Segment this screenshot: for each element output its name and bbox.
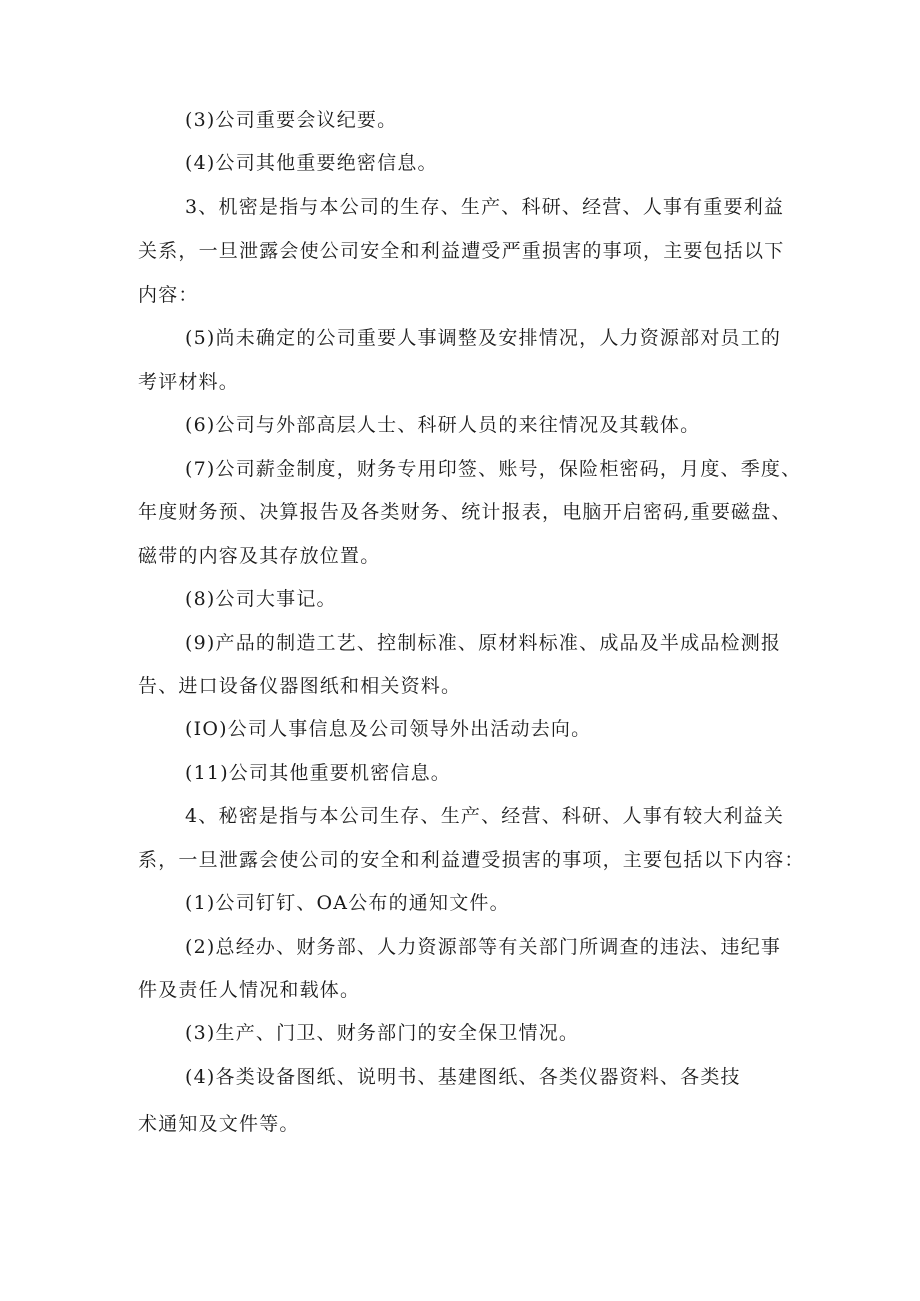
item-5-continuation: 考评材料。 — [138, 371, 240, 393]
item-1-notices: (1)公司钉钉、OA公布的通知文件。 — [185, 892, 510, 914]
item-3-meeting-minutes: (3)公司重要会议纪要。 — [185, 109, 398, 131]
item-10-personnel-info: (IO)公司人事信息及公司领导外出活动去向。 — [185, 718, 592, 740]
item-11-other-confidential: (11)公司其他重要机密信息。 — [185, 762, 452, 784]
item-5-personnel-adjustments: (5)尚未确定的公司重要人事调整及安排情况，人力资源部对员工的 — [185, 327, 782, 349]
section-4-secret-definition: 4、秘密是指与本公司生存、生产、经营、科研、人事有较大利益关 — [185, 805, 785, 827]
item-7-salary-finance: (7)公司薪金制度，财务专用印签、账号，保险柜密码，月度、季度、 — [185, 458, 802, 480]
section-3-continuation-end: 内容： — [138, 284, 199, 306]
item-4-other-top-secret: (4)公司其他重要绝密信息。 — [185, 152, 438, 174]
item-2-continuation: 件及责任人情况和载体。 — [138, 979, 361, 1001]
item-9-continuation: 告、进口设备仪器图纸和相关资料。 — [138, 675, 462, 697]
section-4-continuation: 系，一旦泄露会使公司的安全和利益遭受损害的事项，主要包括以下内容： — [138, 849, 805, 871]
item-2-investigations: (2)总经办、财务部、人力资源部等有关部门所调查的违法、违纪事 — [185, 936, 782, 958]
item-7-continuation-end: 磁带的内容及其存放位置。 — [138, 545, 381, 567]
item-7-continuation: 年度财务预、决算报告及各类财务、统计报表，电脑开启密码,重要磁盘、 — [138, 501, 792, 523]
section-3-confidential-definition: 3、机密是指与本公司的生存、生产、科研、经营、人事有重要利益 — [185, 196, 785, 218]
item-3-security: (3)生产、门卫、财务部门的安全保卫情况。 — [185, 1022, 580, 1044]
item-6-external-contacts: (6)公司与外部高层人士、科研人员的来往情况及其载体。 — [185, 414, 701, 436]
item-8-company-chronicle: (8)公司大事记。 — [185, 588, 337, 610]
item-4-equipment-drawings: (4)各类设备图纸、说明书、基建图纸、各类仪器资料、各类技 — [185, 1066, 741, 1088]
section-3-continuation: 关系，一旦泄露会使公司安全和利益遭受严重损害的事项，主要包括以下 — [138, 240, 785, 262]
item-4-continuation: 术通知及文件等。 — [138, 1113, 300, 1135]
item-9-manufacturing-process: (9)产品的制造工艺、控制标准、原材料标准、成品及半成品检测报 — [185, 632, 782, 654]
